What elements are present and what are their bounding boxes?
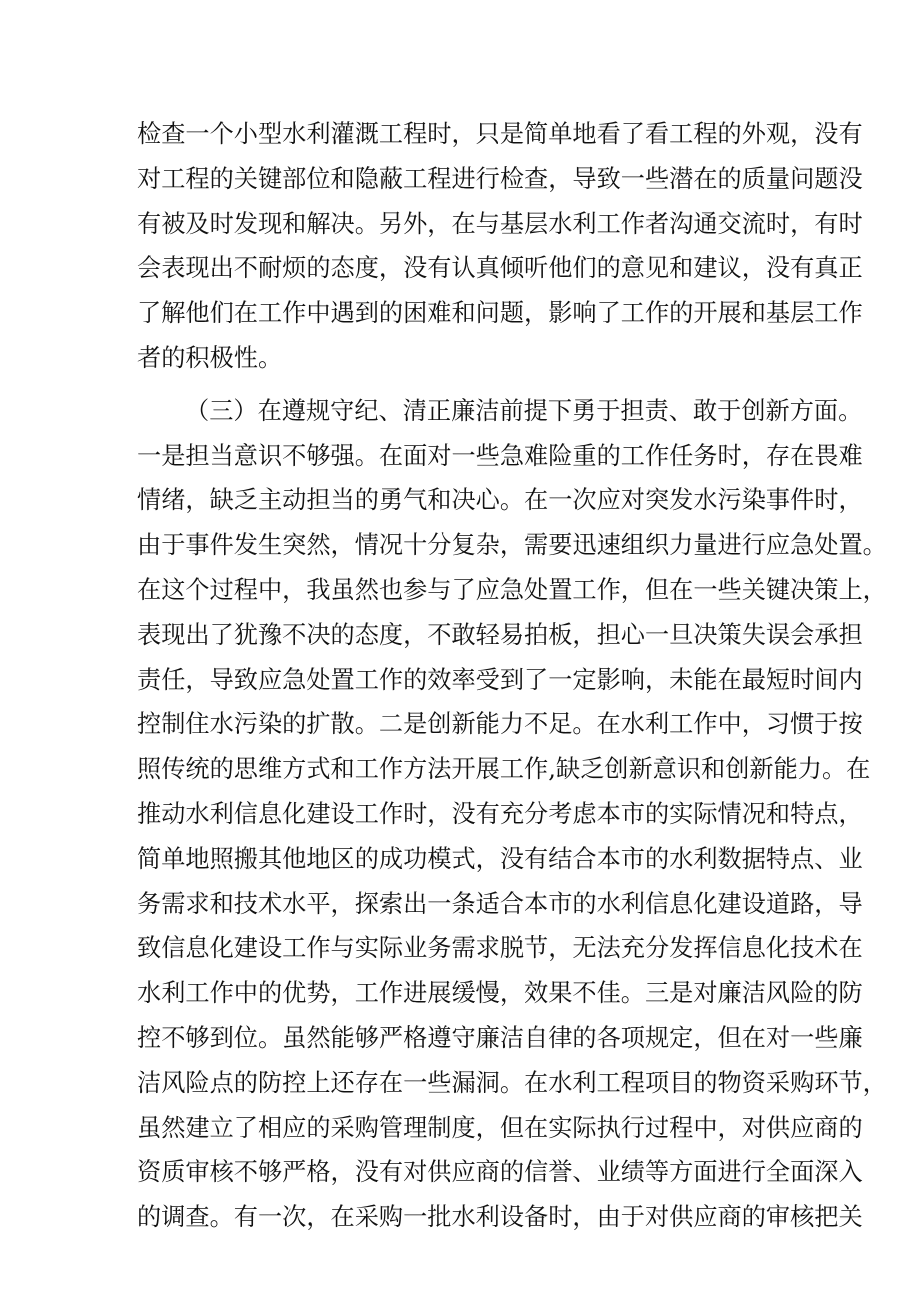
text-line: 洁风险点的防控上还存在一些漏洞。在水利工程项目的物资采购环节， — [137, 1068, 887, 1097]
text-line: 控制住水污染的扩散。二是创新能力不足。在水利工作中，习惯于按 — [137, 710, 863, 739]
text-line: 了解他们在工作中遇到的困难和问题，影响了工作的开展和基层工作 — [137, 299, 863, 328]
text-line: 会表现出不耐烦的态度，没有认真倾听他们的意见和建议，没有真正 — [137, 254, 863, 283]
paragraph-1 — [137, 112, 863, 381]
text-line: 简单地照搬其他地区的成功模式，没有结合本市的水利数据特点、业 — [137, 844, 863, 873]
text-line: 致信息化建设工作与实际业务需求脱节，无法充分发挥信息化技术在 — [137, 934, 863, 963]
document-body — [137, 112, 887, 1240]
section-heading-line: （三）在遵规守纪、清正廉洁前提下勇于担责、敢于创新方面。 — [185, 396, 863, 425]
text-line: 的调查。有一次，在采购一批水利设备时，由于对供应商的审核把关 — [137, 1203, 863, 1232]
text-line: 水利工作中的优势，工作进展缓慢，效果不佳。三是对廉洁风险的防 — [137, 979, 863, 1008]
text-line: 控不够到位。虽然能够严格遵守廉洁自律的各项规定，但在对一些廉 — [137, 1023, 863, 1052]
paragraph-2 — [137, 389, 887, 1240]
text-line: 者的积极性。 — [137, 343, 283, 372]
text-line: 照传统的思维方式和工作方法开展工作,缺乏创新意识和创新能力。在 — [137, 755, 871, 784]
text-line: 虽然建立了相应的采购管理制度，但在实际执行过程中，对供应商的 — [137, 1113, 863, 1142]
text-line: 对工程的关键部位和隐蔽工程进行检查，导致一些潜在的质量问题没 — [137, 164, 863, 193]
text-line: 在这个过程中，我虽然也参与了应急处置工作，但在一些关键决策上， — [137, 575, 887, 604]
text-line: 由于事件发生突然，情况十分复杂，需要迅速组织力量进行应急处置。 — [137, 531, 887, 560]
text-line: 务需求和技术水平，探索出一条适合本市的水利信息化建设道路，导 — [137, 889, 863, 918]
text-line: 情绪，缺乏主动担当的勇气和决心。在一次应对突发水污染事件时， — [137, 486, 863, 515]
text-line: 表现出了犹豫不决的态度，不敢轻易拍板，担心一旦决策失误会承担 — [137, 620, 863, 649]
text-line: 责任，导致应急处置工作的效率受到了一定影响，未能在最短时间内 — [137, 665, 863, 694]
text-line: 检查一个小型水利灌溉工程时，只是简单地看了看工程的外观，没有 — [137, 120, 863, 148]
text-line: 有被及时发现和解决。另外，在与基层水利工作者沟通交流时，有时 — [137, 209, 863, 238]
text-line: 一是担当意识不够强。在面对一些急难险重的工作任务时，存在畏难 — [137, 441, 863, 470]
text-line: 推动水利信息化建设工作时，没有充分考虑本市的实际情况和特点， — [137, 799, 863, 828]
text-line: 资质审核不够严格，没有对供应商的信誉、业绩等方面进行全面深入 — [137, 1158, 863, 1187]
